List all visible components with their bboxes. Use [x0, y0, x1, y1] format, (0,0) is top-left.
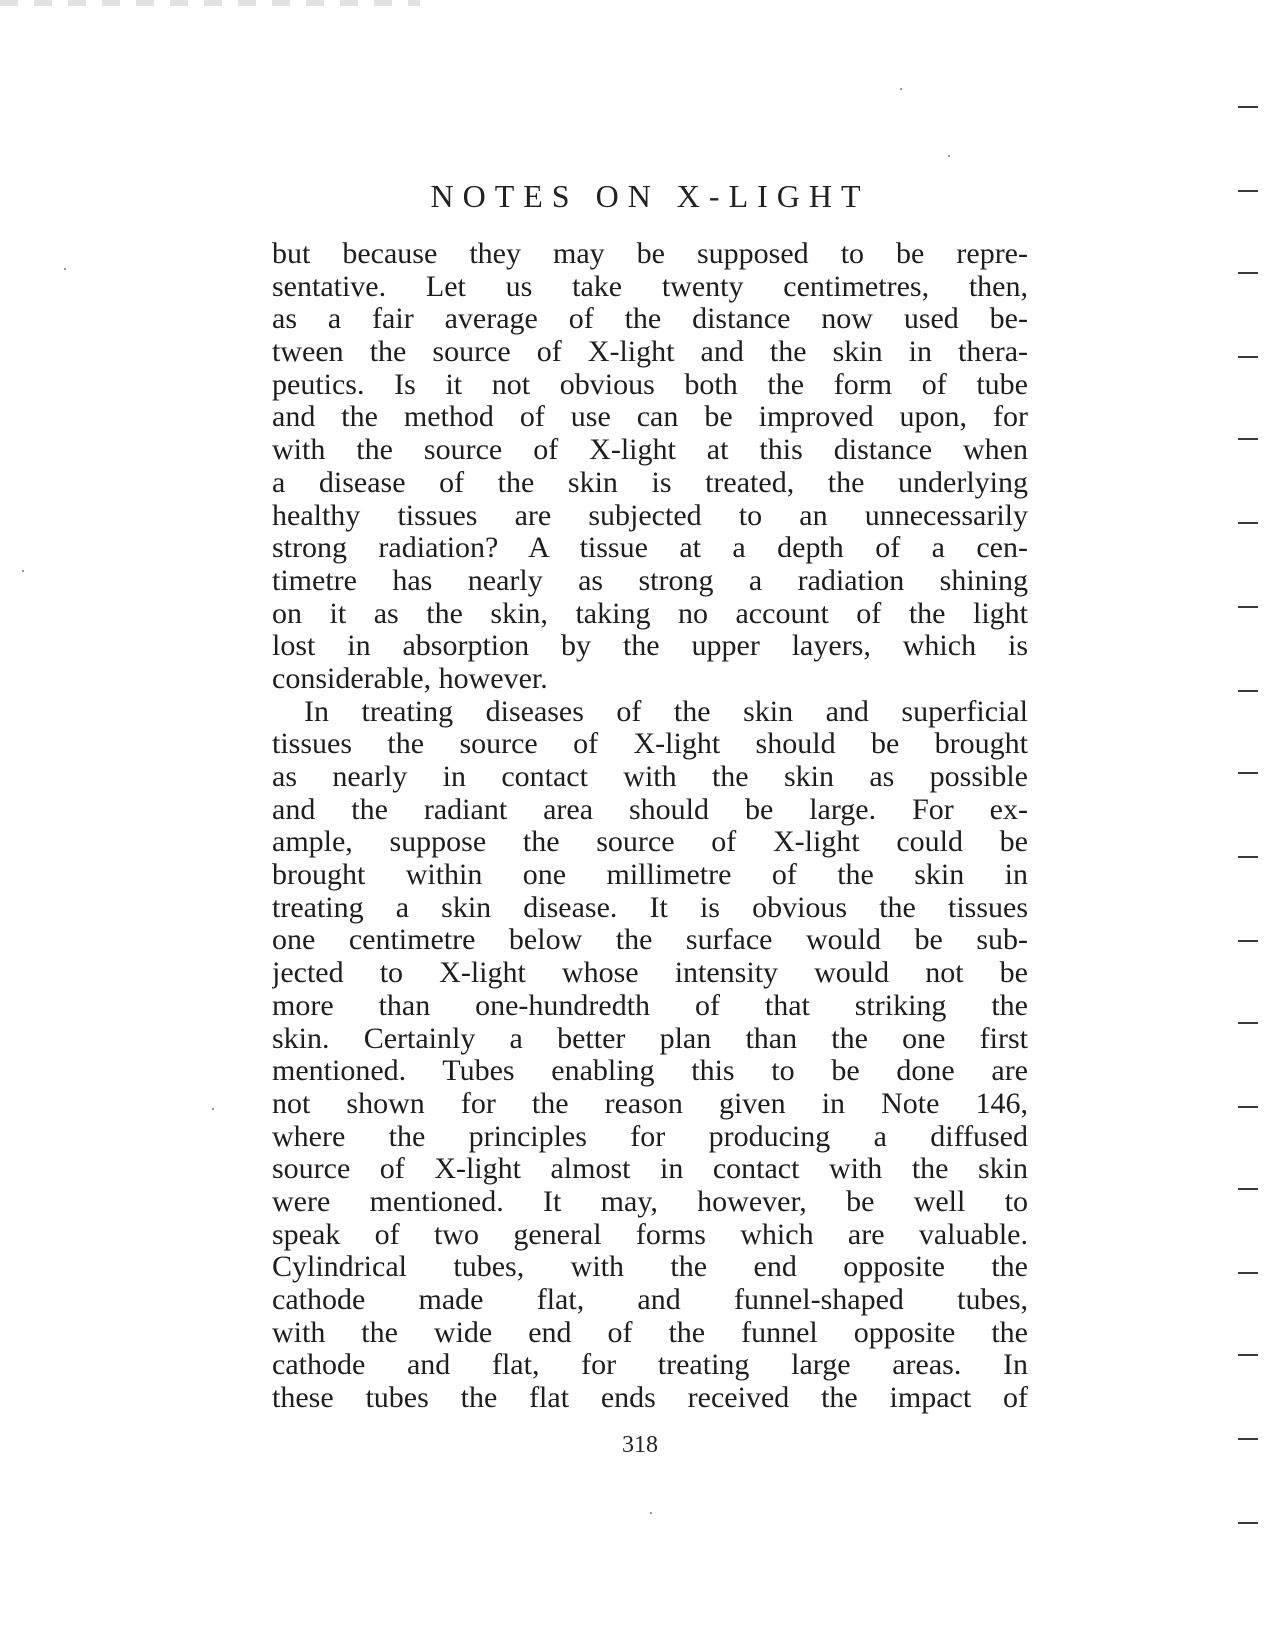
text-line: mentioned. Tubes enabling this to be done are — [272, 1055, 1028, 1088]
page-number: 318 — [622, 1432, 658, 1458]
scan-edge-mark — [1238, 1522, 1258, 1524]
text-line: lost in absorption by the upper layers, which is — [272, 630, 1028, 663]
text-line: a disease of the skin is treated, the underlying — [272, 466, 1028, 499]
text-line: one centimetre below the surface would be sub- — [272, 924, 1028, 957]
text-line: brought within one millimetre of the skin in — [272, 859, 1028, 892]
text-line: Cylindrical tubes, with the end opposite the — [272, 1251, 1028, 1284]
scan-edge-mark — [1238, 106, 1258, 108]
scan-edge-mark — [1238, 272, 1258, 274]
text-line: were mentioned. It may, however, be well to — [272, 1185, 1028, 1218]
scan-edge-mark — [1238, 1354, 1258, 1356]
running-head: NOTES ON X-LIGHT — [430, 178, 870, 214]
scan-edge-smudge — [0, 0, 420, 6]
scan-edge-mark — [1238, 940, 1258, 942]
text-line: timetre has nearly as strong a radiation shining — [272, 564, 1028, 597]
text-line: as nearly in contact with the skin as possible — [272, 761, 1028, 793]
body-text — [272, 238, 1028, 1415]
scan-edge-mark — [1238, 1022, 1258, 1024]
text-line: considerable, however. — [272, 662, 548, 695]
scan-edge-mark — [1238, 1272, 1258, 1274]
text-line: but because they may be supposed to be repre- — [272, 238, 1028, 270]
text-line: with the wide end of the funnel opposite the — [272, 1316, 1028, 1349]
scan-speck — [948, 155, 950, 157]
scan-speck — [212, 1108, 214, 1110]
scan-edge-mark — [1238, 690, 1258, 692]
text-line: jected to X-light whose intensity would not be — [272, 957, 1028, 990]
text-line: strong radiation? A tissue at a depth of a cen- — [272, 532, 1028, 565]
text-line: treating a skin disease. It is obvious the tissues — [272, 891, 1028, 924]
scan-speck — [900, 88, 902, 90]
text-line: peutics. Is it not obvious both the form of tube — [272, 368, 1028, 401]
text-line: speak of two general forms which are valuable. — [272, 1218, 1028, 1251]
text-line: tissues the source of X-light should be brought — [272, 728, 1028, 761]
text-line: source of X-light almost in contact with the skin — [272, 1153, 1028, 1186]
text-line: more than one-hundredth of that striking the — [272, 989, 1028, 1022]
text-line: skin. Certainly a better plan than the one first — [272, 1022, 1028, 1055]
text-line: and the radiant area should be large. For ex- — [272, 793, 1028, 826]
text-line: cathode made flat, and funnel-shaped tubes, — [272, 1284, 1028, 1316]
text-line: not shown for the reason given in Note 146, — [272, 1087, 1028, 1120]
scan-speck — [650, 1512, 652, 1514]
text-line: and the method of use can be improved upon, for — [272, 401, 1028, 434]
text-line: sentative. Let us take twenty centimetres, then, — [272, 270, 1028, 303]
scan-edge-mark — [1238, 1188, 1258, 1190]
text-line: cathode and flat, for treating large areas. In — [272, 1349, 1028, 1382]
scan-edge-mark — [1238, 1106, 1258, 1108]
text-line: these tubes the flat ends received the impact of — [272, 1382, 1028, 1415]
text-line: as a fair average of the distance now used be- — [272, 303, 1028, 336]
text-line: where the principles for producing a diffused — [272, 1120, 1028, 1153]
scan-speck — [64, 268, 66, 270]
scan-edge-mark — [1238, 522, 1258, 524]
text-line: In treating diseases of the skin and superficial — [304, 695, 1028, 728]
scan-edge-mark — [1238, 1438, 1258, 1440]
scan-edge-mark — [1238, 772, 1258, 774]
scan-edge-mark — [1238, 438, 1258, 440]
text-line: on it as the skin, taking no account of the light — [272, 597, 1028, 630]
scan-edge-mark — [1238, 856, 1258, 858]
text-line: tween the source of X-light and the skin in thera- — [272, 336, 1028, 369]
scan-edge-mark — [1238, 190, 1258, 192]
scan-edge-mark — [1238, 356, 1258, 358]
scan-speck — [22, 570, 24, 572]
scan-edge-mark — [1238, 606, 1258, 608]
text-line: ample, suppose the source of X-light could be — [272, 826, 1028, 859]
text-line: healthy tissues are subjected to an unnecessarily — [272, 499, 1028, 532]
text-line: with the source of X-light at this distance when — [272, 434, 1028, 467]
